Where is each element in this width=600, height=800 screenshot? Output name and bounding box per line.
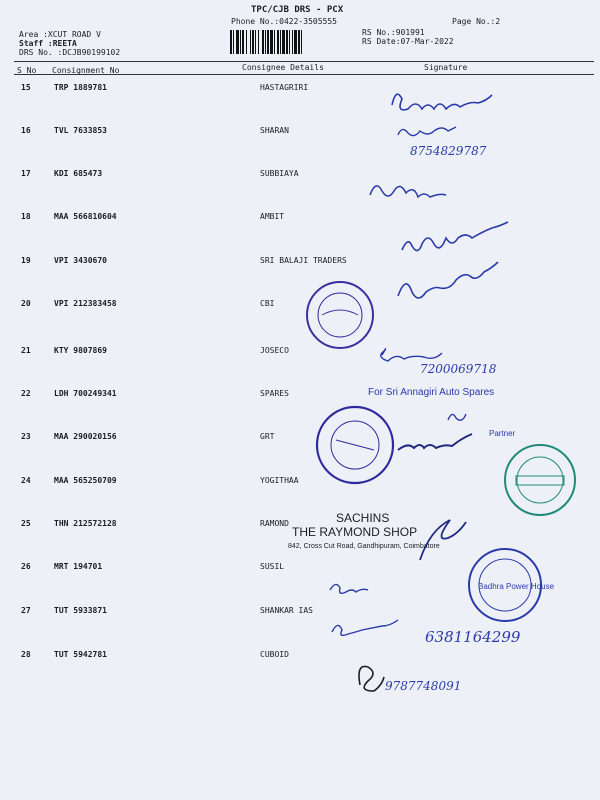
header-top-rule (14, 61, 594, 62)
drs-number: DRS No. :DCJB90199102 (19, 48, 121, 57)
row-consignee: CBI (260, 299, 275, 308)
row-sno: 15 (21, 83, 31, 92)
table-row (0, 83, 600, 123)
handwritten-phone-3: 6381164299 (425, 628, 521, 646)
row-consignee: HASTAGRIRI (260, 83, 309, 92)
row-consignment: MAA 566810604 (54, 212, 117, 221)
table-row (0, 169, 600, 209)
row-sno: 26 (21, 562, 31, 571)
table-row (0, 389, 600, 429)
raymond-line-2: THE RAYMOND SHOP (292, 525, 418, 539)
row-consignee: SRI BALAJI TRADERS (260, 256, 347, 265)
row-consignment: MAA 290020156 (54, 432, 117, 441)
raymond-line-3: 842, Cross Cut Road, Gandhipuram, Coimbatore (288, 543, 440, 550)
row-consignment: KDI 685473 (54, 169, 103, 178)
document-title: TPC/CJB DRS - PCX (251, 5, 344, 15)
row-consignment: VPI 212383458 (54, 299, 117, 308)
row-sno: 21 (21, 346, 31, 355)
row-consignee: GRT (260, 432, 275, 441)
column-signature: Signature (424, 63, 468, 72)
table-row (0, 606, 600, 646)
row-sno: 27 (21, 606, 31, 615)
column-consignment: Consignment No (52, 66, 120, 75)
row-consignee: YOGITHAA (260, 476, 299, 485)
staff-label: Staff :REETA (19, 39, 77, 48)
row-sno: 18 (21, 212, 31, 221)
column-details: Consignee Details (242, 63, 324, 72)
raymond-line-1: SACHINS (336, 511, 390, 525)
row-sno: 17 (21, 169, 31, 178)
row-consignee: SHANKAR IAS (260, 606, 313, 615)
partner-label: Partner (489, 429, 516, 438)
area-label: Area :XCUT ROAD V (19, 30, 101, 39)
row-consignee: SHARAN (260, 126, 289, 135)
table-row (0, 650, 600, 690)
table-row (0, 519, 600, 559)
table-row (0, 432, 600, 472)
row-consignment: TUT 5933871 (54, 606, 107, 615)
rs-number: RS No.:901991 (362, 28, 425, 37)
handwritten-phone-2: 7200069718 (420, 362, 497, 376)
row-consignment: VPI 3430670 (54, 256, 107, 265)
row-consignee: AMBIT (260, 212, 285, 221)
row-consignment: MRT 194701 (54, 562, 103, 571)
row-consignee: SUSIL (260, 562, 285, 571)
table-row (0, 126, 600, 166)
column-sno: S No (17, 66, 37, 75)
row-sno: 16 (21, 126, 31, 135)
table-row (0, 256, 600, 296)
row-consignment: LDH 700249341 (54, 389, 117, 398)
table-row (0, 476, 600, 516)
rs-date: RS Date:07-Mar-2022 (362, 37, 454, 46)
table-row (0, 299, 600, 339)
row-consignee: CUBOID (260, 650, 289, 659)
table-row (0, 562, 600, 602)
power-house-text: Badhra Power House (478, 582, 555, 591)
page-number: Page No.:2 (452, 17, 501, 26)
row-consignee: JOSECO (260, 346, 289, 355)
table-row (0, 346, 600, 386)
row-consignment: THN 212572128 (54, 519, 117, 528)
row-consignment: TRP 1889781 (54, 83, 107, 92)
row-consignee: SPARES (260, 389, 289, 398)
row-sno: 19 (21, 256, 31, 265)
row-sno: 20 (21, 299, 31, 308)
phone-number: Phone No.:0422-3505555 (231, 17, 337, 26)
handwritten-phone-1: 8754829787 (410, 144, 487, 158)
row-consignment: TVL 7633853 (54, 126, 107, 135)
table-row (0, 212, 600, 252)
row-sno: 28 (21, 650, 31, 659)
row-sno: 25 (21, 519, 31, 528)
row-sno: 22 (21, 389, 31, 398)
barcode (230, 30, 352, 54)
row-consignment: TUT 5942781 (54, 650, 107, 659)
spares-stamp-text: For Sri Annagiri Auto Spares (368, 387, 495, 398)
row-sno: 24 (21, 476, 31, 485)
row-consignee: SUBBIAYA (260, 169, 299, 178)
row-consignee: RAMOND (260, 519, 289, 528)
row-consignment: MAA 565250709 (54, 476, 117, 485)
row-sno: 23 (21, 432, 31, 441)
handwritten-phone-4: 9787748091 (385, 679, 462, 693)
row-consignment: KTY 9807869 (54, 346, 107, 355)
